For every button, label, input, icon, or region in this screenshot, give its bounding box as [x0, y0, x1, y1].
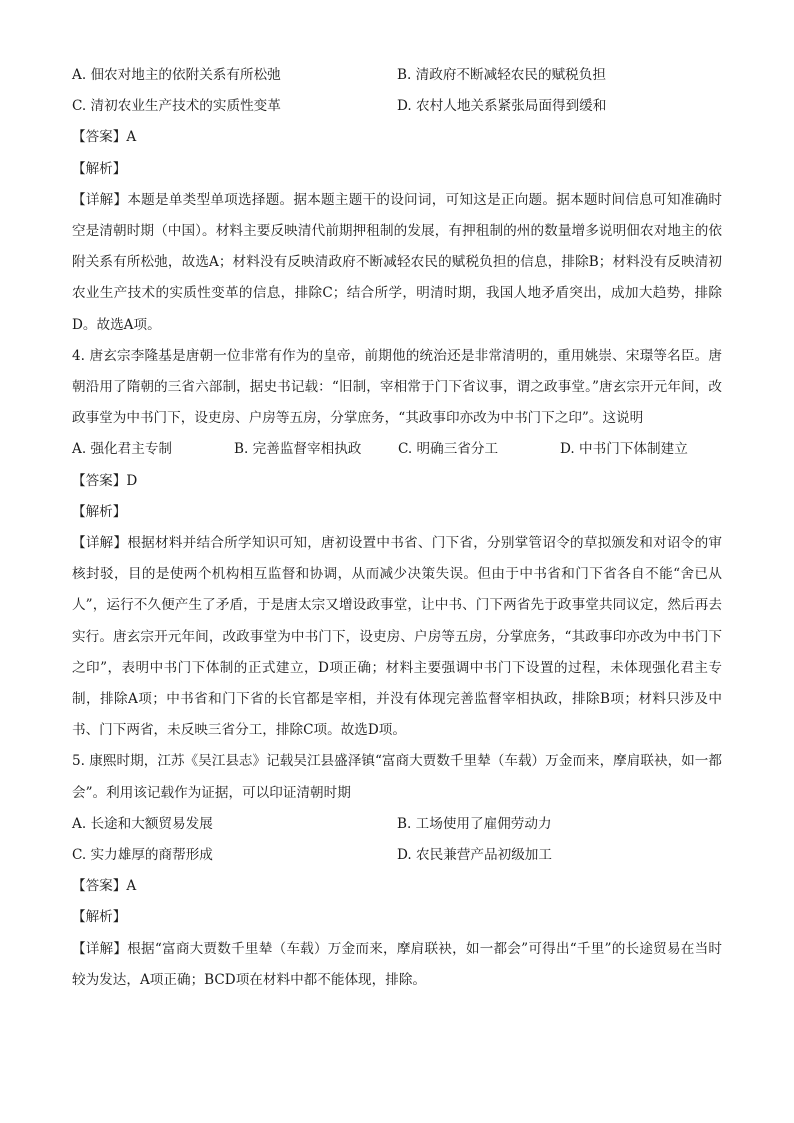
q4-option-b[interactable]: B. 完善监督宰相执政	[234, 441, 362, 458]
q5-option-b[interactable]: B. 工场使用了雇佣劳动力	[397, 815, 552, 832]
q3-answer: 【答案】A	[72, 129, 137, 146]
q4-detail: 【详解】根据材料并结合所学知识可知，唐初设置中书省、门下省，分别掌管诏令的草拟颁发和对诏令的审核封驳，目的是使两个机构相互监督和协调，从而减少决策失误。但由于中书省和门下省各自不能“舍已从人”，运行不久便产生了矛盾，于是唐太宗又增设政事堂，让中书、门下两省先于政事堂共同议定，然后再去实行。唐玄宗开元年间，改政事堂为中书门下，设吏房、户房等五房，分掌庶务，“其政事印亦改为中书门下之印”，表明中书门下体制的正式建立，D项正确；材料主要强调中书门下设置的过程，未体现强化君主专制，排除A项；中书省和门下省的长官都是宰相，并没有体现完善监督宰相执政，排除B项；材料只涉及中书、门下两省，未反映三省分工，排除C项。故选D项。	[72, 534, 722, 739]
q4-stem: 4. 唐玄宗李隆基是唐朝一位非常有作为的皇帝，前期他的统治还是非常清明的，重用姚崇、宋璟等名臣。唐朝沿用了隋朝的三省六部制，据史书记载：“旧制，宰相常于门下省议事，谓之政事堂。”唐玄宗开元年间，改政事堂为中书门下，设吏房、户房等五房，分掌庶务，“其政事印亦改为中书门下之印”。这说明	[72, 347, 722, 427]
q5-detail: 【详解】根据“富商大贾数千里辇（车载）万金而来，摩肩联袂，如一都会”可得出“千里”的长途贸易在当时较为发达，A项正确；BCD项在材料中都不能体现，排除。	[72, 940, 722, 988]
q4-options-row	[72, 434, 722, 465]
q5-options-row1	[72, 809, 722, 840]
exam-page	[72, 60, 722, 996]
q5-option-c[interactable]: C. 实力雄厚的商帮形成	[72, 846, 213, 863]
q5-options-row2	[72, 840, 722, 871]
q3-option-b[interactable]: B. 清政府不断减轻农民的赋税负担	[397, 67, 606, 83]
q5-analysis-label: 【解析】	[72, 909, 127, 926]
q3-analysis-label: 【解析】	[72, 160, 127, 177]
q5-option-d[interactable]: D. 农民兼营产品初级加工	[397, 846, 552, 863]
q4-answer: 【答案】D	[72, 472, 138, 489]
q3-options-row2	[72, 91, 722, 122]
q3-option-c[interactable]: C. 清初农业生产技术的实质性变革	[72, 98, 281, 115]
q3-options-row1	[72, 60, 722, 91]
q3-option-a[interactable]: A. 佃农对地主的依附关系有所松弛	[72, 67, 281, 83]
q3-option-d[interactable]: D. 农村人地关系紧张局面得到缓和	[397, 98, 607, 115]
q4-option-d[interactable]: D. 中书门下体制建立	[560, 441, 688, 458]
q5-answer: 【答案】A	[72, 878, 137, 895]
q3-detail: 【详解】本题是单类型单项选择题。据本题主题干的设问词，可知这是正向题。据本题时间信息可知准确时空是清朝时期（中国）。材料主要反映清代前期押租制的发展，有押租制的州的数量增多说明佃农对地主的依附关系有所松弛，故选A；材料没有反映清政府不断减轻农民的赋税负担的信息，排除B；材料没有反映清初农业生产技术的实质性变革的信息，排除C；结合所学，明清时期，我国人地矛盾突出，成加大趋势，排除D。故选A项。	[72, 191, 722, 333]
q5-option-a[interactable]: A. 长途和大额贸易发展	[72, 815, 213, 832]
q5-stem: 5. 康熙时期，江苏《吴江县志》记载吴江县盛泽镇“富商大贾数千里辇（车载）万金而来，摩肩联袂，如一都会”。利用该记载作为证据，可以印证清朝时期	[72, 753, 722, 801]
q4-option-a[interactable]: A. 强化君主专制	[72, 441, 173, 458]
q4-option-c[interactable]: C. 明确三省分工	[398, 441, 499, 458]
q4-analysis-label: 【解析】	[72, 503, 127, 520]
